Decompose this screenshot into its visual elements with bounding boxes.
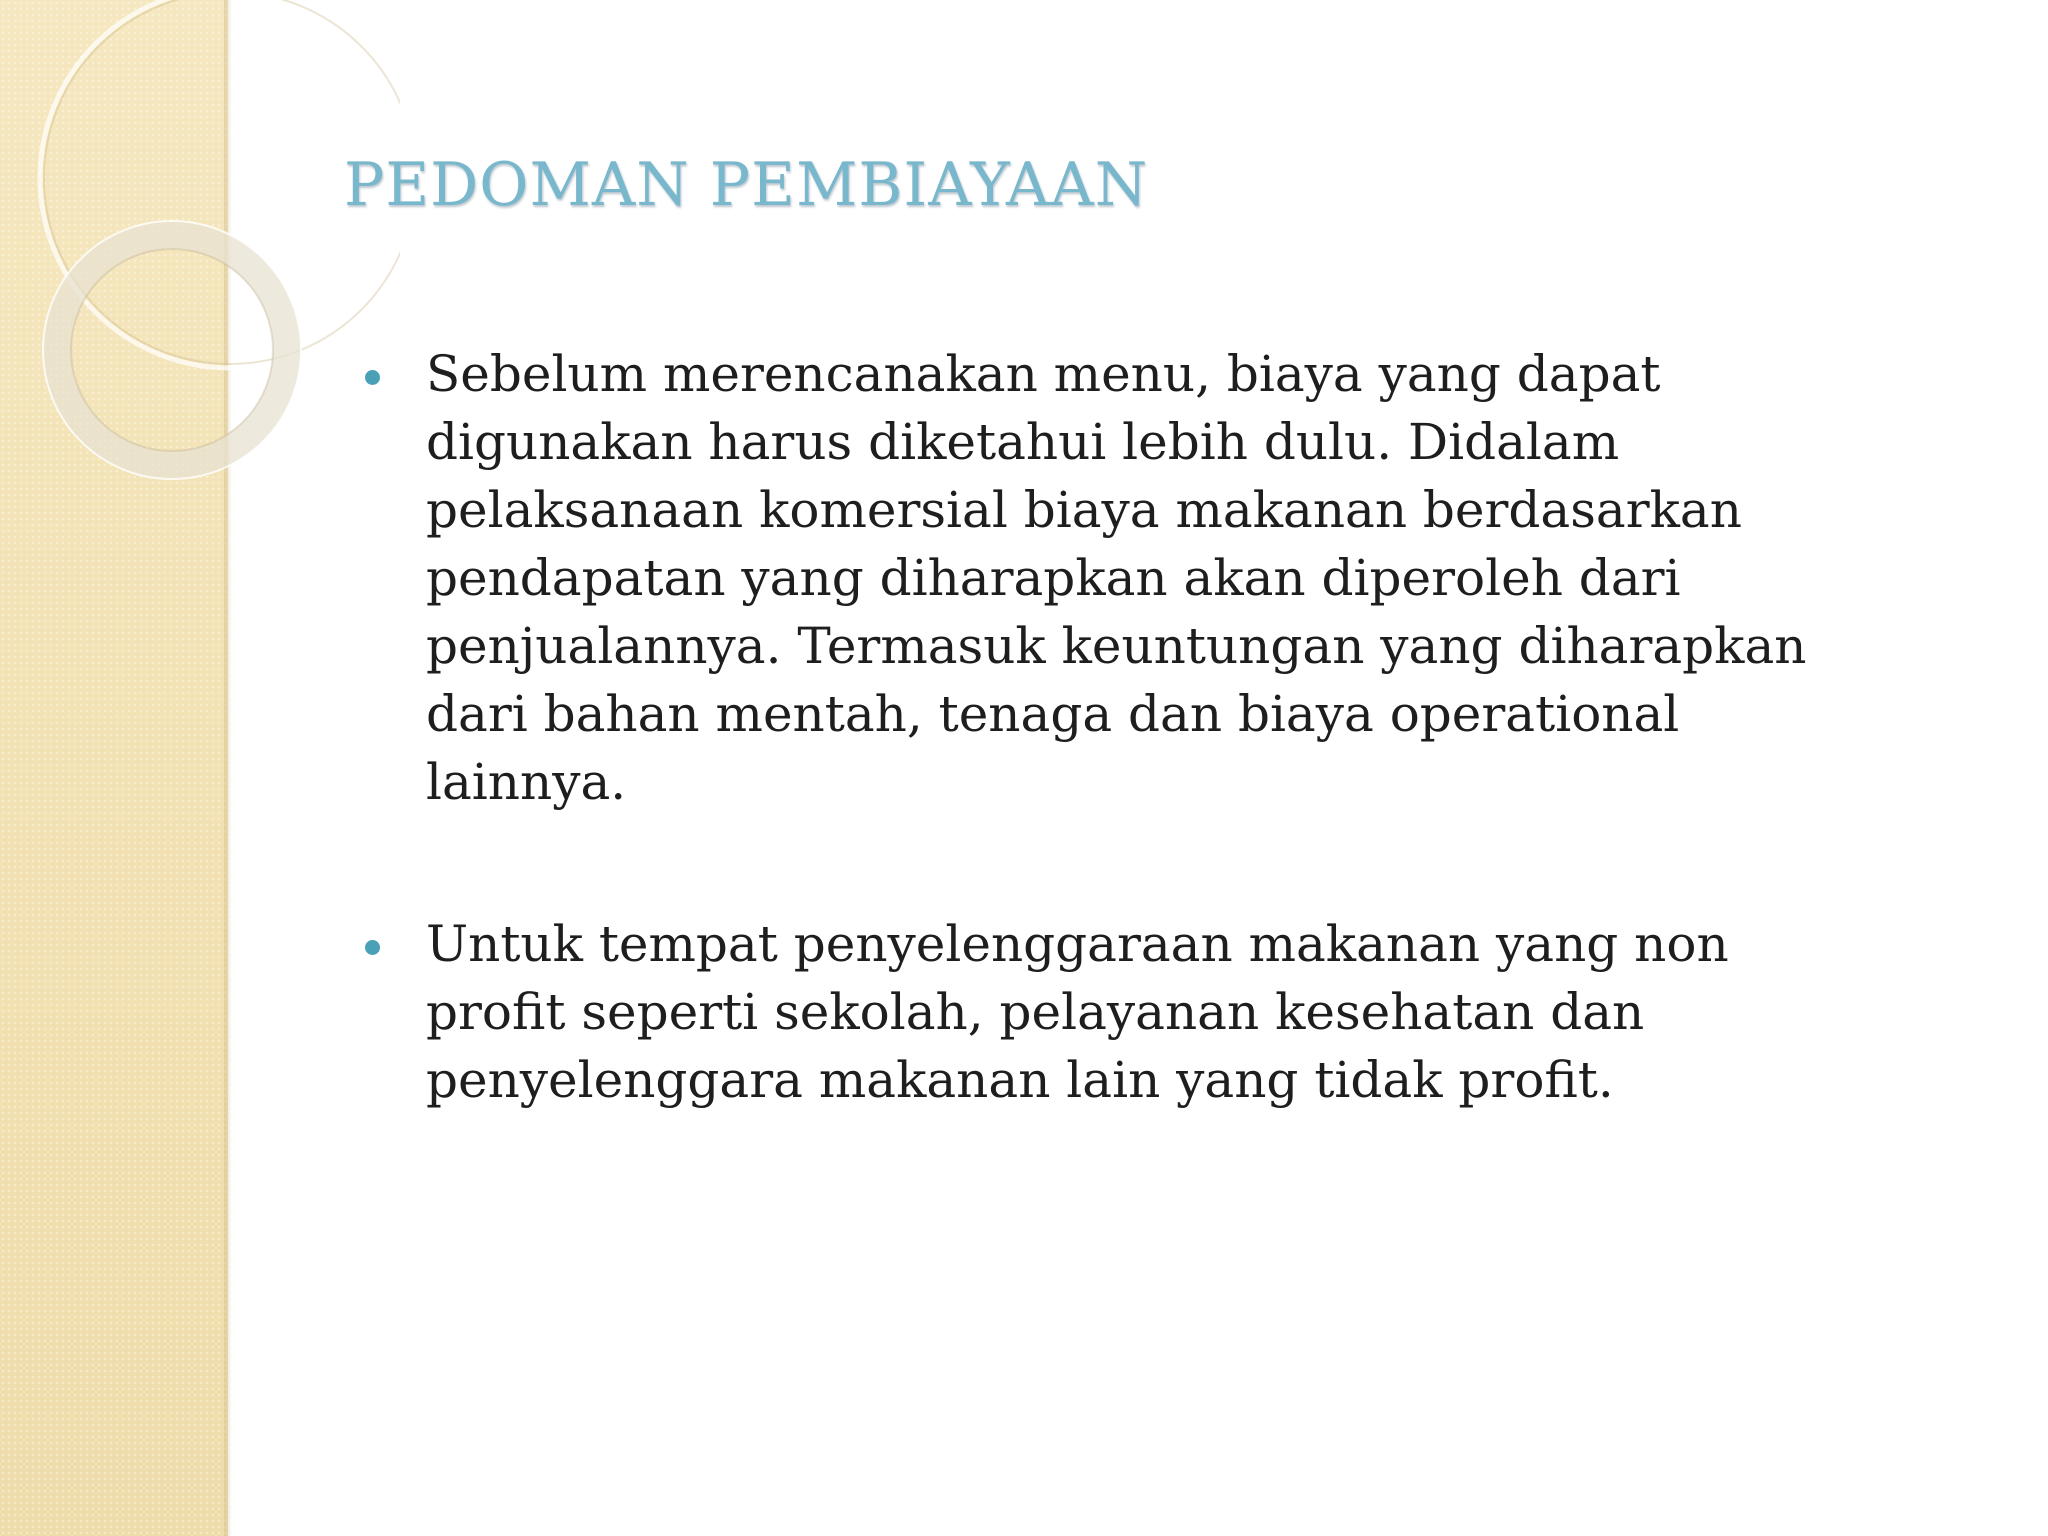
decorative-rings (0, 0, 400, 520)
bullet-text: Sebelum merencanakan menu, biaya yang dapat digunakan harus diketahui lebih dulu. Didalam pelaksanaan komersial biaya makanan berdasarkan pendapatan yang diharapkan akan diperoleh dari penjualannya. Termasuk keuntungan yang diharapkan dari bahan mentah, tenaga dan biaya operational lainnya. (426, 345, 1807, 811)
slide-title: PEDOMAN PEMBIAYAAN (344, 150, 1149, 220)
bullet-dot-icon (365, 370, 380, 385)
bullet-text: Untuk tempat penyelenggaraan makanan yang non profit seperti sekolah, pelayanan kesehatan dan penyelenggara makanan lain yang tidak profit. (426, 915, 1729, 1109)
bullet-item (360, 340, 2020, 816)
bullet-list (360, 340, 2020, 1208)
bullet-item (360, 910, 2020, 1114)
bullet-dot-icon (365, 940, 380, 955)
